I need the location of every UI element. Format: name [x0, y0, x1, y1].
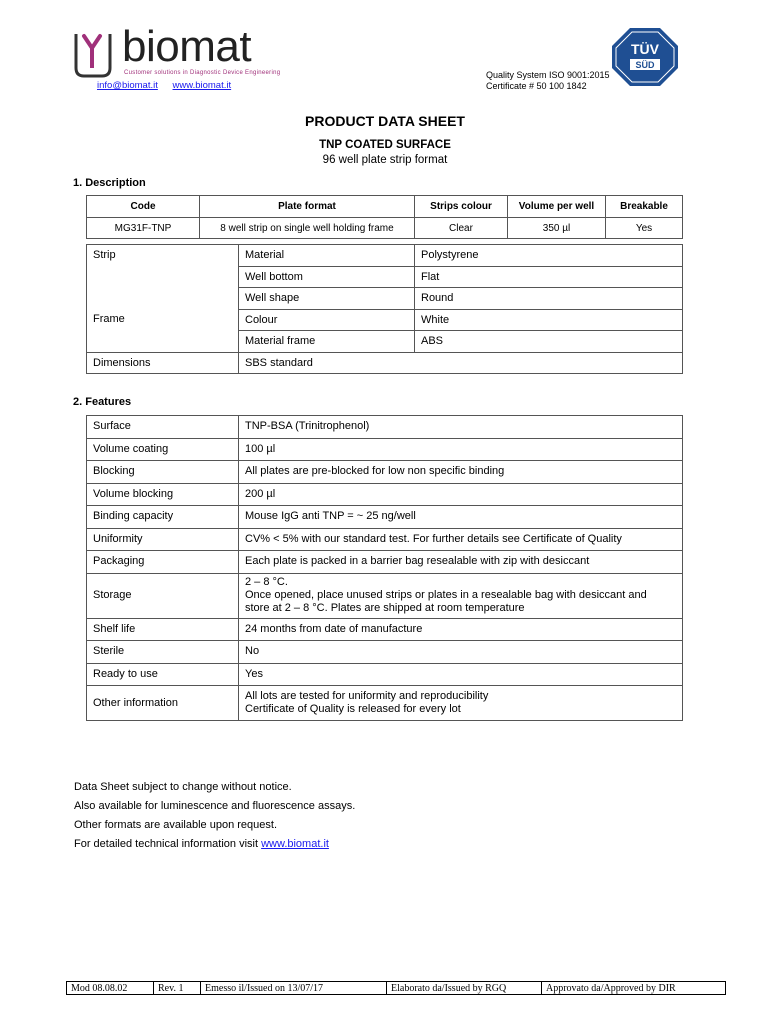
- feature-value: CV% < 5% with our standard test. For further details see Certificate of Quality: [239, 528, 683, 551]
- table-row: [87, 461, 683, 484]
- column-header: Volume per well: [508, 196, 606, 218]
- note-line: Also available for luminescence and fluorescence assays.: [74, 800, 356, 812]
- document-footer: [66, 981, 726, 995]
- storage-line: 2 – 8 °C.: [245, 576, 288, 588]
- feature-value: No: [239, 641, 683, 664]
- note-text: For detailed technical information visit: [74, 838, 262, 850]
- product-format: 96 well plate strip format: [322, 154, 448, 166]
- tuv-badge-icon: [610, 26, 680, 88]
- product-name: TNP COATED SURFACE: [319, 139, 451, 151]
- spec-key: Well bottom: [239, 266, 415, 288]
- table-row: [87, 573, 683, 618]
- product-code-table: [86, 195, 683, 239]
- revision: Rev. 1: [154, 982, 201, 995]
- breakable: Yes: [606, 218, 683, 239]
- issued-date: Emesso il/Issued on 13/07/17: [201, 982, 387, 995]
- spec-key: Colour: [239, 309, 415, 331]
- dimensions-value: SBS standard: [239, 352, 683, 374]
- elaborated-by: Elaborato da/Issued by RGQ: [387, 982, 542, 995]
- note-line: [74, 835, 355, 854]
- table-row: [87, 309, 683, 331]
- feature-key: Surface: [87, 416, 239, 439]
- column-header: Plate format: [200, 196, 415, 218]
- table-row: [87, 528, 683, 551]
- feature-key: Other information: [87, 686, 239, 721]
- feature-key: Uniformity: [87, 528, 239, 551]
- table-row: [87, 352, 683, 374]
- footer-row: [67, 982, 726, 995]
- features-heading: 2. Features: [73, 396, 132, 408]
- module-code: Mod 08.08.02: [67, 982, 154, 995]
- feature-value: Each plate is packed in a barrier bag resealable with zip with desiccant: [239, 551, 683, 574]
- table-row: [87, 641, 683, 664]
- website-link[interactable]: www.biomat.it: [261, 838, 329, 850]
- certificate-number: Certificate # 50 100 1842: [486, 81, 587, 91]
- features-table: [86, 415, 683, 721]
- column-header: Code: [87, 196, 200, 218]
- feature-key: Packaging: [87, 551, 239, 574]
- notes-block: [74, 778, 355, 854]
- dimensions-category: Dimensions: [87, 352, 239, 374]
- table-row: [87, 438, 683, 461]
- storage-line: Once opened, place unused strips or plates in a resealable bag with desiccant and: [245, 589, 647, 601]
- feature-key: Storage: [87, 573, 239, 618]
- spec-key: Material frame: [239, 331, 415, 353]
- sud-badge-label: SÜD: [635, 60, 655, 70]
- quality-system-line: Quality System ISO 9001:2015: [486, 70, 610, 80]
- feature-value: Mouse IgG anti TNP = ~ 25 ng/well: [239, 506, 683, 529]
- approved-by: Approvato da/Approved by DIR: [542, 982, 726, 995]
- frame-category: Frame: [87, 309, 239, 352]
- quality-certification: [486, 70, 610, 92]
- feature-value: All plates are pre-blocked for low non specific binding: [239, 461, 683, 484]
- column-header: Strips colour: [415, 196, 508, 218]
- other-info-line: All lots are tested for uniformity and reproducibility: [245, 690, 489, 702]
- email-link[interactable]: info@biomat.it: [97, 80, 158, 91]
- spec-key: Well shape: [239, 288, 415, 310]
- spec-value: Round: [415, 288, 683, 310]
- table-row: [87, 416, 683, 439]
- website-link[interactable]: www.biomat.it: [172, 80, 232, 91]
- volume-per-well: 350 µl: [508, 218, 606, 239]
- table-row: [87, 618, 683, 641]
- feature-key: Volume coating: [87, 438, 239, 461]
- brand-tagline: Customer solutions in Diagnostic Device Engineering: [124, 70, 281, 76]
- company-logo: [72, 22, 281, 83]
- description-heading: 1. Description: [73, 177, 146, 189]
- spec-value: White: [415, 309, 683, 331]
- product-code: MG31F-TNP: [87, 218, 200, 239]
- tuv-certification-badge: [610, 26, 680, 93]
- table-row: [87, 218, 683, 239]
- tuv-badge-label: TÜV: [631, 41, 659, 57]
- strip-category: Strip: [87, 245, 239, 310]
- spec-value: Polystyrene: [415, 245, 683, 267]
- strips-colour: Clear: [415, 218, 508, 239]
- other-info-line: Certificate of Quality is released for every lot: [245, 703, 461, 715]
- feature-key: Ready to use: [87, 663, 239, 686]
- plate-format: 8 well strip on single well holding frame: [200, 218, 415, 239]
- feature-key: Volume blocking: [87, 483, 239, 506]
- feature-value: TNP-BSA (Trinitrophenol): [239, 416, 683, 439]
- feature-key: Sterile: [87, 641, 239, 664]
- feature-key: Blocking: [87, 461, 239, 484]
- feature-value: 200 µl: [239, 483, 683, 506]
- specs-table: [86, 244, 683, 374]
- table-header-row: [87, 196, 683, 218]
- table-row: [87, 483, 683, 506]
- table-row: [87, 663, 683, 686]
- table-row: [87, 245, 683, 267]
- storage-line: store at 2 – 8 °C. Plates are shipped at room temperature: [245, 602, 525, 614]
- feature-value: [239, 573, 683, 618]
- feature-value: 100 µl: [239, 438, 683, 461]
- biomat-logo-icon: [72, 30, 120, 78]
- feature-value: [239, 686, 683, 721]
- brand-name: biomat: [122, 22, 252, 71]
- spec-key: Material: [239, 245, 415, 267]
- contact-links: [97, 80, 243, 91]
- feature-key: Binding capacity: [87, 506, 239, 529]
- table-row: [87, 551, 683, 574]
- table-row: [87, 686, 683, 721]
- feature-value: 24 months from date of manufacture: [239, 618, 683, 641]
- note-line: Data Sheet subject to change without notice.: [74, 781, 292, 793]
- feature-key: Shelf life: [87, 618, 239, 641]
- table-row: [87, 506, 683, 529]
- page-title: PRODUCT DATA SHEET: [305, 113, 465, 129]
- feature-value: Yes: [239, 663, 683, 686]
- column-header: Breakable: [606, 196, 683, 218]
- spec-value: ABS: [415, 331, 683, 353]
- spec-value: Flat: [415, 266, 683, 288]
- note-line: Other formats are available upon request.: [74, 819, 278, 831]
